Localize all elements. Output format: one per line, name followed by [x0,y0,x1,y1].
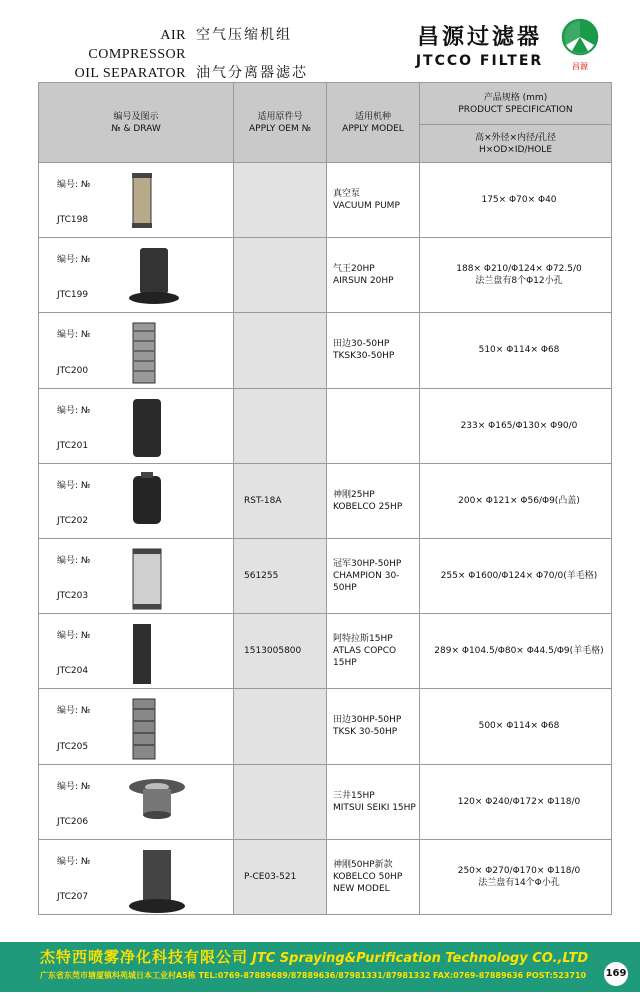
draw-cell [39,313,234,388]
oem-cell: P-CE03-521 [234,839,327,914]
brand-name-cn: 昌源过滤器 [416,25,542,50]
company-address: 广东省东莞市塘厦镇科苑城日本工业村A5栋 TEL:0769-87889689/87889636/87981331/87981332 FAX:0769-87889636 POST:523710 [40,971,587,980]
product-code: JTC203 [57,591,89,602]
brand-name-en: JTCCO FILTER [415,53,544,69]
draw-cell [39,388,234,463]
model-cell: 冠军30HP-50HP CHAMPION 30-50HP [327,538,420,613]
title-en-2: OIL SEPARATOR [74,66,186,81]
table-row [39,313,612,388]
product-table [38,82,612,915]
spec-cell: 120× Φ240/Φ172× Φ118/0 [420,764,612,839]
table-row [39,839,612,914]
table-row [39,388,612,463]
product-code: JTC201 [57,440,89,451]
no-label: 编号: № [57,405,91,416]
table-row [39,463,612,538]
oem-cell [234,764,327,839]
col-oem-header: 适用原件号 APPLY OEM № [234,83,327,163]
model-cell: 三井15HP MITSUI SEIKI 15HP [327,764,420,839]
spec-cell: 289× Φ104.5/Φ80× Φ44.5/Φ9(羊毛格) [420,614,612,689]
table-row [39,163,612,238]
draw-cell [39,764,234,839]
title-cn-1: 空气压缩机组 [196,27,292,43]
spec-cell: 175× Φ70× Φ40 [420,163,612,238]
spec-cell: 255× Φ1600/Φ124× Φ70/0(羊毛格) [420,538,612,613]
logo-text: 昌源 [572,62,588,71]
product-code: JTC202 [57,515,89,526]
product-code: JTC207 [57,891,89,902]
table-row [39,764,612,839]
oem-cell: 561255 [234,538,327,613]
product-code: JTC200 [57,365,89,376]
page-number: 169 [602,960,630,988]
title-cn-2: 油气分离器滤芯 [196,65,308,81]
draw-cell [39,463,234,538]
no-label: 编号: № [57,856,91,867]
product-code: JTC206 [57,816,89,827]
no-label: 编号: № [57,631,91,642]
draw-cell [39,538,234,613]
spec-cell: 188× Φ210/Φ124× Φ72.5/0 法兰盘有8个Φ12小孔 [420,238,612,313]
model-cell: 神刚50HP新款 KOBELCO 50HP NEW MODEL [327,839,420,914]
oem-cell: 1513005800 [234,614,327,689]
draw-cell [39,163,234,238]
model-cell: 田边30-50HP TKSK30-50HP [327,313,420,388]
draw-cell [39,839,234,914]
model-cell: 田边30HP-50HP TKSK 30-50HP [327,689,420,764]
table-row [39,538,612,613]
draw-cell [39,689,234,764]
no-label: 编号: № [57,330,91,341]
product-code: JTC204 [57,666,89,677]
oem-cell [234,238,327,313]
logo-icon [560,18,600,56]
table-row [39,689,612,764]
no-label: 编号: № [57,255,91,266]
model-cell: 真空泵 VACUUM PUMP [327,163,420,238]
brand-block [402,20,557,69]
oem-cell: RST-18A [234,463,327,538]
col-spec-header: 产品规格 (mm) PRODUCT SPECIFICATION [420,83,612,125]
model-cell [327,388,420,463]
no-label: 编号: № [57,180,91,190]
spec-cell: 250× Φ270/Φ170× Φ118/0 法兰盘有14个Φ小孔 [420,839,612,914]
col-model-header: 适用机种 APPLY MODEL [327,83,420,163]
model-cell: 气王20HP AIRSUN 20HP [327,238,420,313]
model-cell: 神刚25HP KOBELCO 25HP [327,463,420,538]
oem-cell [234,388,327,463]
title-en-1: AIR COMPRESSOR [88,28,186,62]
col-spec-subheader: 高×外径×内径/孔径 H×OD×ID/HOLE [420,125,612,163]
spec-cell: 233× Φ165/Φ130× Φ90/0 [420,388,612,463]
oem-cell [234,689,327,764]
table-row [39,614,612,689]
spec-cell: 510× Φ114× Φ68 [420,313,612,388]
oem-cell [234,163,327,238]
no-label: 编号: № [57,480,91,491]
company-name: 杰特西喷雾净化科技有限公司 JTC Spraying&Purification Technology CO.,LTD [40,948,589,966]
col-draw-header: 编号及图示 № & DRAW [39,83,234,163]
spec-cell: 200× Φ121× Φ56/Φ9(凸盖) [420,463,612,538]
product-code: JTC199 [57,290,89,301]
draw-cell [39,614,234,689]
product-code: JTC198 [57,215,89,226]
spec-cell: 500× Φ114× Φ68 [420,689,612,764]
model-cell: 阿特拉斯15HP ATLAS COPCO 15HP [327,614,420,689]
table-row [39,238,612,313]
no-label: 编号: № [57,706,91,717]
brand-logo [560,18,600,71]
draw-cell [39,238,234,313]
footer-bar [0,942,640,992]
oem-cell [234,313,327,388]
catalog-title [68,26,308,83]
product-code: JTC205 [57,741,89,752]
no-label: 编号: № [57,555,91,566]
no-label: 编号: № [57,781,91,792]
